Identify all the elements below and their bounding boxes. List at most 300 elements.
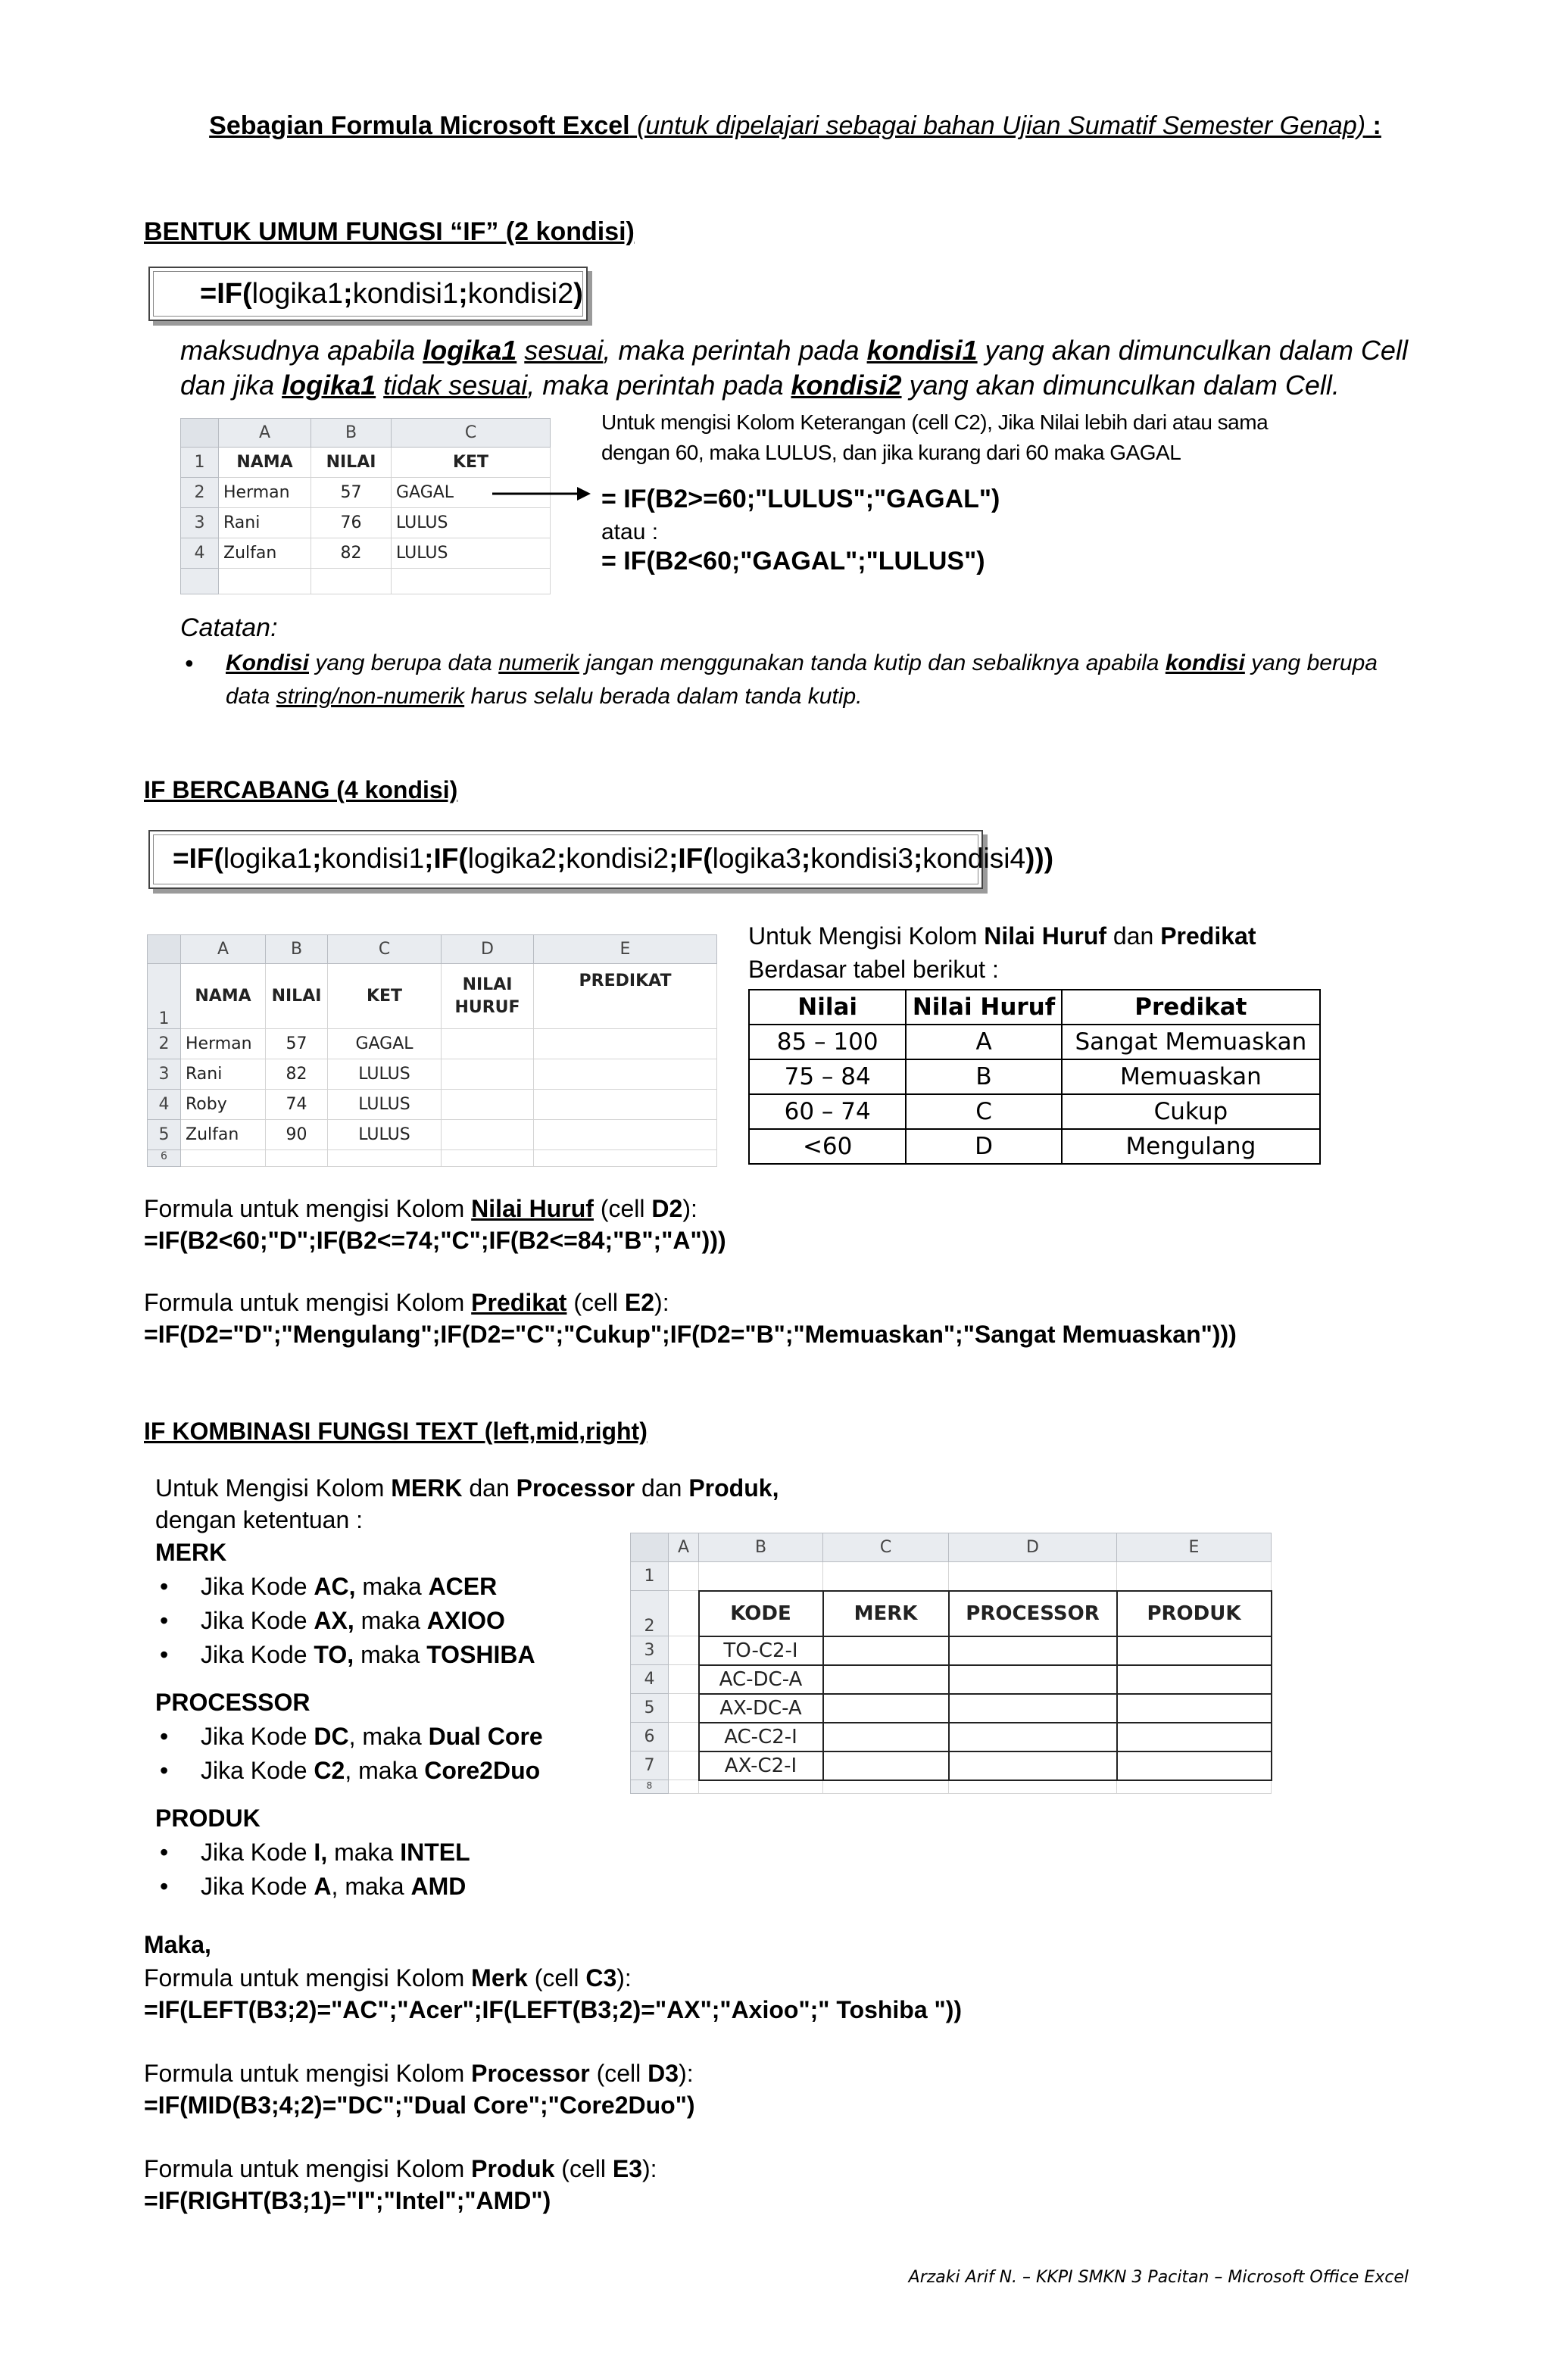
cell: [442, 1029, 534, 1059]
text: string/non-numerik: [276, 684, 465, 709]
table-cell: 60 – 74: [749, 1094, 906, 1129]
table-header: Nilai Huruf: [906, 990, 1061, 1025]
text: jangan menggunakan tanda kutip dan sebaliknya apabila: [579, 650, 1166, 675]
formula-token: ;: [312, 843, 322, 874]
cell: [1117, 1562, 1272, 1591]
formula-token: logika2: [467, 843, 557, 874]
text: tidak sesuai: [383, 370, 528, 401]
formula-token: logika3: [712, 843, 801, 874]
text: yang akan dimunculkan dalam Cell: [977, 335, 1408, 366]
table-row: [749, 1094, 1320, 1129]
cell: 82: [266, 1059, 328, 1090]
formula-token: IF(: [678, 843, 713, 874]
text: DC: [314, 1723, 349, 1750]
atau-text: atau :: [601, 519, 659, 544]
col-header: C: [392, 419, 551, 448]
cell: AX-DC-A: [699, 1694, 823, 1723]
cell: KET: [328, 964, 442, 1029]
row-header: 2: [631, 1591, 669, 1636]
text: Nilai Huruf: [984, 922, 1107, 950]
formula-token: ))): [1025, 843, 1054, 874]
col-header: A: [219, 419, 311, 448]
processor-title: PROCESSOR: [155, 1689, 311, 1716]
row-header: 1: [148, 964, 181, 1029]
text: TOSHIBA: [426, 1641, 535, 1668]
text: ):: [616, 1964, 632, 1992]
text: [376, 370, 383, 401]
text: maksudnya apabila: [180, 335, 423, 366]
formula-token: ;: [424, 843, 434, 874]
excel-sheet-2: [147, 934, 716, 1169]
table-cell: 85 – 100: [749, 1025, 906, 1059]
text: kondisi: [1165, 650, 1245, 675]
cell: [699, 1780, 823, 1794]
text: Formula untuk mengisi Kolom: [144, 1964, 472, 1992]
cell: [392, 569, 551, 594]
text: logika1: [282, 370, 376, 401]
intro-line-1: [748, 919, 1256, 953]
cell: 82: [311, 538, 392, 569]
cell: LULUS: [328, 1090, 442, 1120]
cell: [949, 1665, 1117, 1694]
table-cell: D: [906, 1129, 1061, 1164]
col-header: B: [699, 1533, 823, 1562]
text: harus selalu berada dalam tanda kutip.: [464, 684, 863, 709]
cell: MERK: [823, 1591, 949, 1636]
text: maka: [355, 1573, 429, 1600]
row-header: 5: [631, 1694, 669, 1723]
text: Formula untuk mengisi Kolom: [144, 1289, 472, 1316]
cell: NILAI: [311, 448, 392, 478]
predikat-table: [748, 989, 1321, 1165]
text: C3: [585, 1964, 617, 1992]
cell: KODE: [699, 1591, 823, 1636]
cell: PROCESSOR: [949, 1591, 1117, 1636]
text: dan: [635, 1474, 689, 1502]
text: I,: [314, 1839, 328, 1866]
cell: 90: [266, 1120, 328, 1150]
row-header: 1: [631, 1562, 669, 1591]
text: AC,: [314, 1573, 356, 1600]
produk-list: [155, 1836, 543, 1904]
excel-sheet-3: [630, 1533, 1271, 1795]
row-header: 7: [631, 1751, 669, 1780]
text: ):: [679, 2060, 694, 2087]
table-cell: A: [906, 1025, 1061, 1059]
intro-line-2: dengan ketentuan :: [155, 1506, 364, 1533]
text: ):: [682, 1195, 697, 1222]
cell: LULUS: [392, 538, 551, 569]
explain-line-1: Untuk mengisi Kolom Keterangan (cell C2), Jika Nilai lebih dari atau sama: [601, 410, 1269, 434]
text: ):: [642, 2155, 657, 2182]
cell: [266, 1150, 328, 1167]
formula-token: =IF(: [200, 278, 252, 310]
text: AXIOO: [426, 1607, 505, 1634]
table-cell: 75 – 84: [749, 1059, 906, 1094]
cell: NILAI: [266, 964, 328, 1029]
text: Formula untuk mengisi Kolom: [144, 1195, 472, 1222]
cell: 57: [266, 1029, 328, 1059]
table-row: [749, 1025, 1320, 1059]
text: Jika Kode: [201, 1641, 314, 1668]
table-cell: <60: [749, 1129, 906, 1164]
text: yang: [1244, 650, 1301, 675]
cell: [823, 1562, 949, 1591]
corner-cell: [148, 935, 181, 964]
cell: [311, 569, 392, 594]
cell: Zulfan: [219, 538, 311, 569]
formula-token: kondisi1: [321, 843, 425, 874]
cell: [442, 1150, 534, 1167]
text: D2: [651, 1195, 683, 1222]
cell: [1117, 1636, 1272, 1665]
text: maka: [327, 1839, 401, 1866]
text: Formula untuk mengisi Kolom: [144, 2155, 472, 2182]
text: Processor: [516, 1474, 635, 1502]
title-colon: :: [1372, 111, 1381, 140]
text: yang akan dimunculkan dalam Cell.: [901, 370, 1340, 401]
cell: 74: [266, 1090, 328, 1120]
table-row: [749, 1059, 1320, 1094]
text: Predikat: [1160, 922, 1256, 950]
cell: [699, 1562, 823, 1591]
text: , maka perintah pada: [603, 335, 867, 366]
text: ):: [654, 1289, 669, 1316]
section2-intro: [748, 919, 1256, 986]
cell: [534, 1059, 717, 1090]
text: maka: [354, 1641, 427, 1668]
text: Nilai Huruf: [471, 1195, 594, 1222]
cell: [1117, 1665, 1272, 1694]
section1-heading: BENTUK UMUM FUNGSI “IF” (2 kondisi): [144, 217, 635, 246]
col-header: C: [328, 935, 442, 964]
cell: [1117, 1780, 1272, 1794]
text: AMD: [410, 1873, 467, 1900]
formula-token: logika1: [251, 278, 344, 310]
col-header: A: [669, 1533, 699, 1562]
excel-sheet-1: [180, 418, 550, 598]
section2-formula-box: [148, 830, 1054, 889]
text: E2: [624, 1289, 655, 1316]
row-header: 3: [631, 1636, 669, 1665]
text: Jika Kode: [201, 1573, 314, 1600]
text: , maka: [345, 1757, 425, 1784]
text: D3: [648, 2060, 679, 2087]
col-header: B: [311, 419, 392, 448]
cell: PREDIKAT: [534, 964, 717, 1029]
cell: [823, 1636, 949, 1665]
cell: [1117, 1751, 1272, 1780]
text: (cell: [554, 2155, 613, 2182]
section2-heading: IF BERCABANG (4 kondisi): [144, 776, 458, 803]
page-footer: Arzaki Arif N. – KKPI SMKN 3 Pacitan – Microsoft Office Excel: [908, 2268, 1409, 2287]
text: (cell: [566, 1289, 625, 1316]
cell: 57: [311, 478, 392, 508]
row-header: 4: [181, 538, 219, 569]
cell: NAMA: [219, 448, 311, 478]
text: Kondisi: [226, 650, 309, 675]
cell: Roby: [181, 1090, 266, 1120]
text: dan: [1106, 922, 1161, 950]
corner-cell: [181, 419, 219, 448]
col-header: B: [266, 935, 328, 964]
cell: [949, 1751, 1117, 1780]
note-list: [180, 647, 1378, 713]
text: dan: [462, 1474, 516, 1502]
processor-list: [155, 1720, 543, 1788]
formula-token: ;: [458, 278, 468, 310]
cell: [823, 1694, 949, 1723]
cell: NILAI HURUF: [442, 964, 534, 1029]
list-item: [155, 1604, 543, 1638]
cell: [442, 1120, 534, 1150]
desc-line-1: [180, 333, 1408, 368]
cell: AX-C2-I: [699, 1751, 823, 1780]
cell: [949, 1694, 1117, 1723]
cell: [1117, 1694, 1272, 1723]
cell: NAMA: [181, 964, 266, 1029]
title-italic: (untuk dipelajari sebagai bahan Ujian Sumatif Semester Genap): [637, 111, 1366, 140]
intro-line-2: Berdasar tabel berikut :: [748, 956, 999, 983]
text: Dual Core: [428, 1723, 543, 1750]
row-header: 2: [148, 1029, 181, 1059]
col-header: D: [442, 935, 534, 964]
page-title: [204, 110, 1386, 142]
section2-formula1-label: [144, 1193, 697, 1224]
cell: [219, 569, 311, 594]
col-header: E: [534, 935, 717, 964]
col-header: E: [1117, 1533, 1272, 1562]
text: Produk: [471, 2155, 555, 2182]
cell: [534, 1150, 717, 1167]
text: C2: [314, 1757, 345, 1784]
formula-token: ;: [669, 843, 679, 874]
cell: [669, 1636, 699, 1665]
text: Jika Kode: [201, 1839, 314, 1866]
text: Processor: [471, 2060, 590, 2087]
text: Produk,: [688, 1474, 779, 1502]
formula-token: kondisi4: [922, 843, 1026, 874]
row-header: 4: [631, 1665, 669, 1694]
cell: [669, 1591, 699, 1636]
cell: 76: [311, 508, 392, 538]
section3-formula2: =IF(MID(B3;4;2)="DC";"Dual Core";"Core2Duo"): [144, 2091, 695, 2119]
row-header: 3: [181, 508, 219, 538]
cell: [949, 1780, 1117, 1794]
text: maka: [354, 1607, 427, 1634]
cell: [669, 1723, 699, 1751]
text: ACER: [428, 1573, 498, 1600]
cell: LULUS: [328, 1120, 442, 1150]
cell: PRODUK: [1117, 1591, 1272, 1636]
row-header: 8: [631, 1780, 669, 1794]
formula-token: ;: [800, 843, 811, 874]
text: Jika Kode: [201, 1723, 314, 1750]
row-header: 4: [148, 1090, 181, 1120]
cell: [442, 1059, 534, 1090]
text: , maka perintah pada: [527, 370, 791, 401]
maka-text: Maka,: [144, 1931, 211, 1958]
cell: [534, 1090, 717, 1120]
text: , maka: [348, 1723, 429, 1750]
col-header: D: [949, 1533, 1117, 1562]
formula-token: kondisi2: [467, 278, 574, 310]
text: dan jika: [180, 370, 282, 401]
note-title: Catatan:: [180, 613, 278, 642]
desc-line-2: [180, 368, 1408, 403]
note-item: [180, 647, 1378, 713]
text: Core2Duo: [424, 1757, 541, 1784]
cell: [669, 1780, 699, 1794]
list-item: [155, 1754, 543, 1788]
formula-token: logika1: [223, 843, 313, 874]
formula-token: kondisi1: [352, 278, 459, 310]
list-item: [155, 1870, 543, 1904]
table-cell: C: [906, 1094, 1061, 1129]
cell: [669, 1562, 699, 1591]
col-header: C: [823, 1533, 949, 1562]
section1-formula-b: = IF(B2<60;"GAGAL";"LULUS"): [601, 547, 985, 576]
text: (cell: [593, 1195, 652, 1222]
section1-formula-a: = IF(B2>=60;"LULUS";"GAGAL"): [601, 485, 1000, 513]
text: yang berupa data: [309, 650, 499, 675]
section3-formula3: =IF(RIGHT(B3;1)="I";"Intel";"AMD"): [144, 2187, 551, 2214]
text: A: [314, 1873, 332, 1900]
section3-heading: IF KOMBINASI FUNGSI TEXT (left,mid,right): [144, 1418, 648, 1445]
cell: KET: [392, 448, 551, 478]
text: Merk: [471, 1964, 528, 1992]
cell: Herman: [181, 1029, 266, 1059]
table-header: Predikat: [1062, 990, 1320, 1025]
formula-token: ;: [343, 278, 353, 310]
cell: AC-DC-A: [699, 1665, 823, 1694]
table-cell: Sangat Memuaskan: [1062, 1025, 1320, 1059]
text: , maka: [331, 1873, 411, 1900]
cell: Rani: [219, 508, 311, 538]
text: Jika Kode: [201, 1607, 314, 1634]
cell: [949, 1562, 1117, 1591]
cell: GAGAL: [328, 1029, 442, 1059]
text: INTEL: [400, 1839, 470, 1866]
row-header: 1: [181, 448, 219, 478]
section3-formula2-label: [144, 2058, 694, 2088]
list-item: [155, 1720, 543, 1754]
table-cell: Memuaskan: [1062, 1059, 1320, 1094]
cell: [534, 1029, 717, 1059]
table-row: [749, 1129, 1320, 1164]
section3-formula1-label: [144, 1963, 632, 1993]
text: kondisi1: [866, 335, 978, 366]
text: kondisi2: [791, 370, 902, 401]
cell: Rani: [181, 1059, 266, 1090]
intro-line-1: [155, 1472, 779, 1504]
table-cell: B: [906, 1059, 1061, 1094]
cell: AC-C2-I: [699, 1723, 823, 1751]
cell: Zulfan: [181, 1120, 266, 1150]
section2-formula2: =IF(D2="D";"Mengulang";IF(D2="C";"Cukup";IF(D2="B";"Memuaskan";"Sangat Memuaskan"))): [144, 1321, 1237, 1348]
cell: LULUS: [328, 1059, 442, 1090]
section3-intro: [155, 1472, 779, 1536]
list-item: [155, 1570, 543, 1604]
cell: LULUS: [392, 508, 551, 538]
cell: [823, 1665, 949, 1694]
row-header: 3: [148, 1059, 181, 1090]
section2-formula1: =IF(B2<60;"D";IF(B2<=74;"C";IF(B2<=84;"B";"A"))): [144, 1227, 726, 1254]
text: Predikat: [471, 1289, 567, 1316]
produk-title: PRODUK: [155, 1804, 261, 1832]
cell: [823, 1780, 949, 1794]
formula-token: kondisi3: [810, 843, 913, 874]
cell: TO-C2-I: [699, 1636, 823, 1665]
text: Formula untuk mengisi Kolom: [144, 2060, 472, 2087]
title-bold: Sebagian Formula Microsoft Excel: [209, 111, 630, 140]
cell: Herman: [219, 478, 311, 508]
text: data: [226, 684, 276, 709]
formula-token: =IF(: [173, 843, 223, 874]
section1-formula-box: [148, 267, 588, 321]
section2-formula2-label: [144, 1287, 669, 1318]
text: berupa: [1300, 650, 1378, 675]
text: numerik: [498, 650, 579, 675]
cell: [949, 1723, 1117, 1751]
cell: [181, 1150, 266, 1167]
section1-description: [180, 333, 1408, 403]
row-header-empty: [181, 569, 219, 594]
list-item: [155, 1836, 543, 1870]
text: AX,: [314, 1607, 354, 1634]
table-header: Nilai: [749, 990, 906, 1025]
section1-explanation: [601, 407, 1268, 468]
text: (cell: [589, 2060, 648, 2087]
text: [516, 335, 524, 366]
formula-token: ): [573, 278, 583, 310]
text: Jika Kode: [201, 1757, 314, 1784]
col-header: A: [181, 935, 266, 964]
formula-token: ;: [913, 843, 923, 874]
cell: [823, 1723, 949, 1751]
cell: [1117, 1723, 1272, 1751]
cell: [949, 1636, 1117, 1665]
formula-token: ;: [556, 843, 566, 874]
text: Untuk Mengisi Kolom: [748, 922, 985, 950]
cell: [534, 1120, 717, 1150]
rules-block: [155, 1536, 543, 1904]
section3-formula1: =IF(LEFT(B3;2)="AC";"Acer";IF(LEFT(B3;2)="AX";"Axioo";" Toshiba ")): [144, 1996, 963, 2023]
text: sesuai: [524, 335, 604, 366]
arrow-right-icon: [492, 485, 591, 503]
cell: [669, 1694, 699, 1723]
row-header: 6: [631, 1723, 669, 1751]
merk-title: MERK: [155, 1539, 227, 1566]
table-cell: Cukup: [1062, 1094, 1320, 1129]
corner-cell: [631, 1533, 669, 1562]
text: (cell: [527, 1964, 586, 1992]
cell: [442, 1090, 534, 1120]
row-header: 5: [148, 1120, 181, 1150]
explain-line-2: dengan 60, maka LULUS, dan jika kurang dari 60 maka GAGAL: [601, 441, 1181, 464]
cell: [669, 1665, 699, 1694]
text: MERK: [391, 1474, 463, 1502]
formula-token: kondisi2: [566, 843, 669, 874]
formula-token: IF(: [433, 843, 468, 874]
list-item: [155, 1638, 543, 1672]
merk-list: [155, 1570, 543, 1672]
cell: [669, 1751, 699, 1780]
text: E3: [612, 2155, 642, 2182]
cell: GAGAL: [392, 478, 551, 508]
cell: [823, 1751, 949, 1780]
table-cell: Mengulang: [1062, 1129, 1320, 1164]
